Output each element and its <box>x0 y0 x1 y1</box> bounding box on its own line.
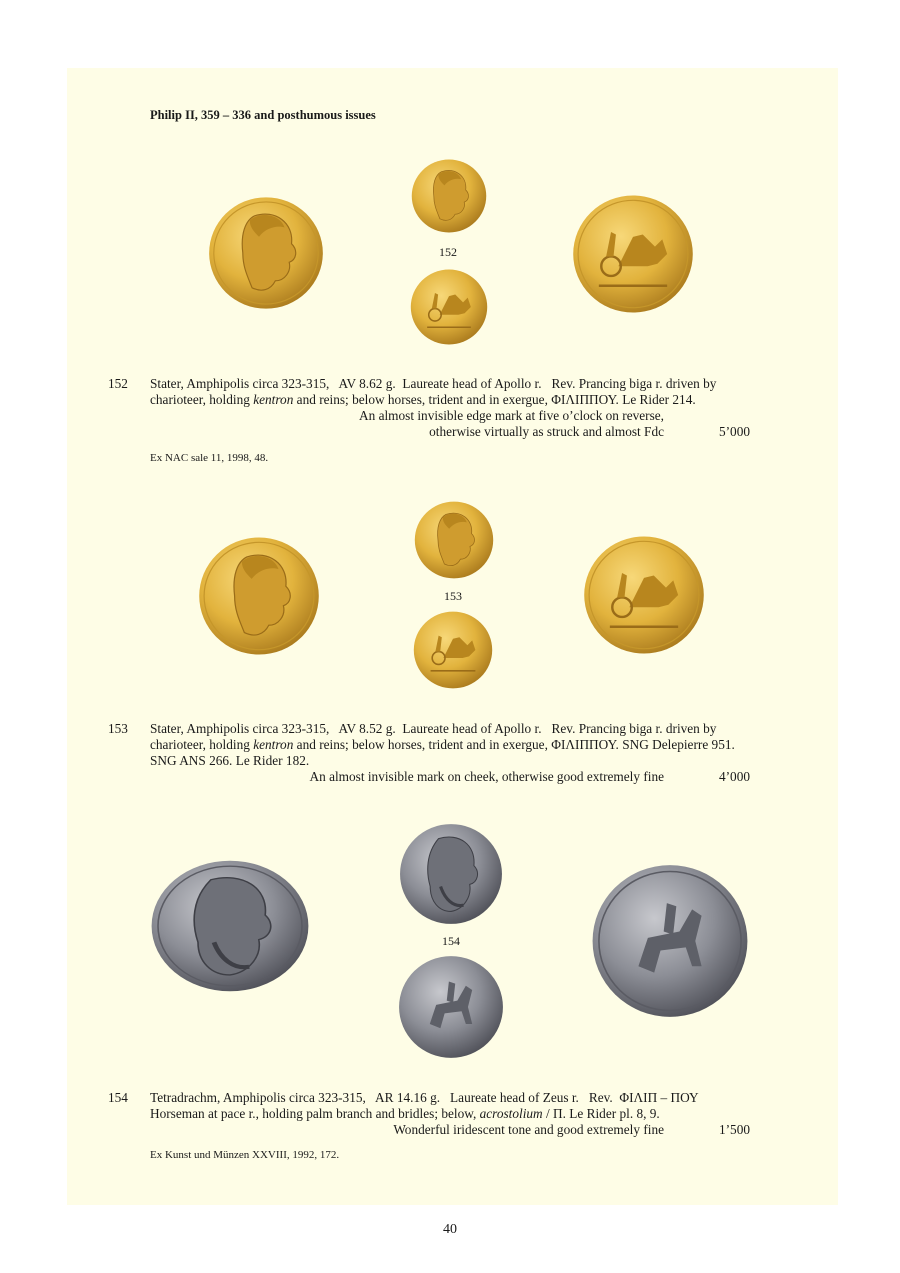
plate-label-152: 152 <box>439 245 457 259</box>
head-of-apollo-icon <box>411 158 487 234</box>
horseman-icon <box>398 954 504 1060</box>
lot-number-152: 152 <box>108 376 128 391</box>
head-of-zeus-icon <box>150 858 310 994</box>
lot-152-line-2b: and reins; below horses, trident and in exergue, ΦΙΛΙΠΠΟΥ. Le Rider 214. <box>293 392 696 407</box>
coin-154-obverse-small <box>398 822 504 926</box>
lot-description-152 <box>150 376 750 408</box>
coin-153-reverse-small <box>413 610 493 690</box>
lot-154-condition-row <box>150 1122 750 1138</box>
biga-chariot-icon <box>572 193 694 315</box>
head-of-apollo-icon <box>195 535 323 657</box>
lot-154-line-2 <box>150 1106 750 1122</box>
biga-chariot-icon <box>413 610 493 690</box>
coin-153-obverse-small <box>412 500 496 580</box>
lot-152-line-2 <box>150 392 750 408</box>
head-of-apollo-icon <box>208 195 324 311</box>
lot-number-153: 153 <box>108 721 128 736</box>
lot-154-line-1: Tetradrachm, Amphipolis circa 323-315, AR 14.16 g. Laureate head of Zeus r. Rev. ΦΙΛΙΠ – ΠΟΥ <box>150 1090 699 1105</box>
lot-153-italic: kentron <box>253 737 294 752</box>
lot-description-154 <box>150 1090 750 1122</box>
lot-154-line-2a: Horseman at pace r., holding palm branch and bridles; below, <box>150 1106 480 1121</box>
plate-label-154: 154 <box>442 934 460 948</box>
lot-154-italic: acrostolium <box>479 1106 543 1121</box>
coin-154-reverse-small <box>398 954 504 1060</box>
lot-152-condition-1: An almost invisible edge mark at five o’clock on reverse, <box>359 408 664 423</box>
head-of-zeus-icon <box>398 822 504 926</box>
lot-152-condition-row <box>150 424 750 440</box>
plate-label-153: 153 <box>444 589 462 603</box>
lot-153-price: 4’000 <box>718 769 750 784</box>
coin-152-reverse-small <box>410 268 488 346</box>
head-of-apollo-icon <box>412 500 496 580</box>
lot-153-line-2a: charioteer, holding <box>150 737 254 752</box>
lot-152-provenance: Ex NAC sale 11, 1998, 48. <box>150 452 269 464</box>
lot-description-153 <box>150 721 750 769</box>
lot-152-line-1: Stater, Amphipolis circa 323-315, AV 8.62 g. Laureate head of Apollo r. Rev. Prancing biga r. driven by <box>150 376 717 391</box>
coin-153-obverse-large <box>195 535 323 657</box>
lot-152-price: 5’000 <box>718 424 750 439</box>
lot-153-condition-row <box>150 769 750 785</box>
horseman-icon <box>590 862 750 1020</box>
lot-154-price: 1’500 <box>718 1122 750 1137</box>
lot-153-line-3: SNG ANS 266. Le Rider 182. <box>150 753 310 768</box>
coin-152-reverse-large <box>572 193 694 315</box>
lot-number-154: 154 <box>108 1090 128 1105</box>
section-title: Philip II, 359 – 336 and posthumous issues <box>150 108 376 122</box>
coin-154-reverse-large <box>590 862 750 1020</box>
lot-153-condition: An almost invisible mark on cheek, otherwise good extremely fine <box>309 769 664 784</box>
page-number: 40 <box>443 1222 457 1237</box>
lot-153-line-2b: and reins; below horses, trident and in exergue, ΦΙΛΙΠΠΟΥ. SNG Delepierre 951. <box>293 737 735 752</box>
coin-152-obverse-small <box>411 158 487 234</box>
lot-154-provenance: Ex Kunst und Münzen XXVIII, 1992, 172. <box>150 1149 340 1161</box>
coin-154-obverse-large <box>150 858 310 994</box>
coin-152-obverse-large <box>208 195 324 311</box>
lot-152-italic: kentron <box>253 392 294 407</box>
lot-153-line-2 <box>150 737 750 753</box>
lot-154-line-2b: / Π. Le Rider pl. 8, 9. <box>542 1106 660 1121</box>
biga-chariot-icon <box>583 532 705 658</box>
lot-154-condition: Wonderful iridescent tone and good extremely fine <box>393 1122 664 1137</box>
biga-chariot-icon <box>410 268 488 346</box>
lot-152-condition-2: otherwise virtually as struck and almost Fdc <box>429 424 664 439</box>
lot-153-line-1: Stater, Amphipolis circa 323-315, AV 8.52 g. Laureate head of Apollo r. Rev. Prancing biga r. driven by <box>150 721 717 736</box>
lot-152-line-2a: charioteer, holding <box>150 392 254 407</box>
coin-153-reverse-large <box>583 532 705 658</box>
